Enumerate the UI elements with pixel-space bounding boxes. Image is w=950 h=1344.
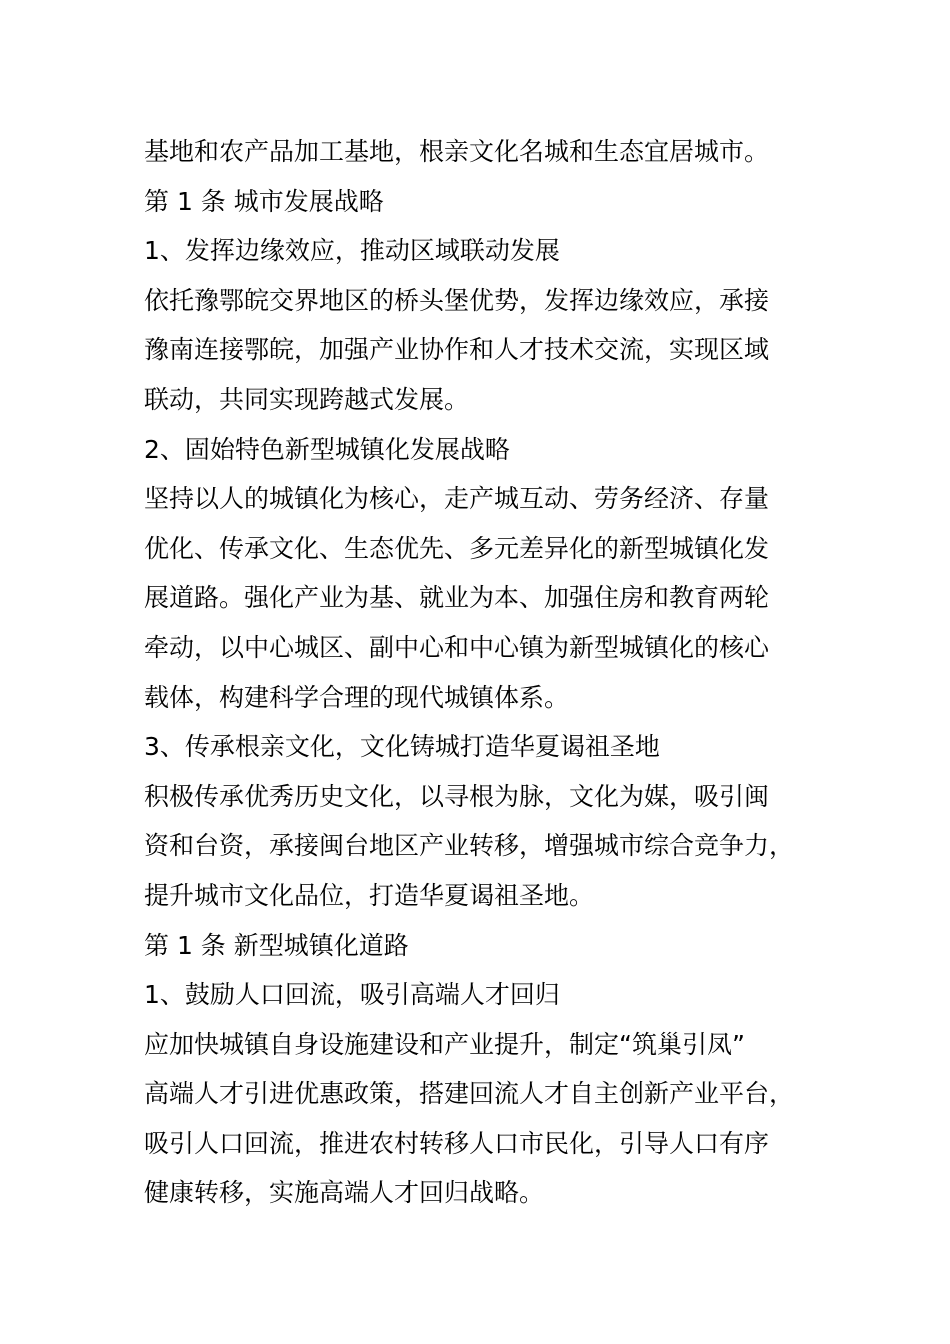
body-text-line: 依托豫鄂皖交界地区的桥头堡优势，发挥边缘效应，承接: [144, 285, 770, 315]
body-text-line: 豫南连接鄂皖，加强产业协作和人才技术交流，实现区域: [144, 335, 770, 365]
section-heading: 1、鼓励人口回流，吸引高端人才回归: [144, 980, 560, 1010]
section-heading: 3、传承根亲文化，文化铸城打造华夏谒祖圣地: [144, 732, 660, 762]
body-text-line: 牵动，以中心城区、副中心和中心镇为新型城镇化的核心: [144, 632, 770, 662]
body-text-line: 联动，共同实现跨越式发展。: [144, 384, 470, 414]
body-text-line: 高端人才引进优惠政策，搭建回流人才自主创新产业平台，: [144, 1079, 795, 1109]
body-text-line: 基地和农产品加工基地，根亲文化名城和生态宜居城市。: [144, 137, 770, 166]
body-text-line: 载体，构建科学合理的现代城镇体系。: [144, 682, 570, 712]
body-text-line: 提升城市文化品位，打造华夏谒祖圣地。: [144, 880, 595, 910]
body-text-line: 坚持以人的城镇化为核心，走产城互动、劳务经济、存量: [144, 484, 770, 514]
body-text-line: 应加快城镇自身设施建设和产业提升，制定“筑巢引凤”: [144, 1029, 745, 1059]
body-text-line: 吸引人口回流，推进农村转移人口市民化，引导人口有序: [144, 1128, 770, 1158]
section-heading: 1、发挥边缘效应，推动区域联动发展: [144, 236, 560, 266]
body-text-line: 展道路。强化产业为基、就业为本、加强住房和教育两轮: [144, 583, 770, 613]
document-body: [144, 127, 804, 1218]
article-heading: 第 1 条 城市发展战略: [144, 186, 384, 216]
body-text-line: 积极传承优秀历史文化，以寻根为脉，文化为媒，吸引闽: [144, 781, 770, 811]
section-heading: 2、固始特色新型城镇化发展战略: [144, 434, 510, 464]
body-text-line: 资和台资，承接闽台地区产业转移，增强城市综合竞争力，: [144, 831, 795, 861]
body-text-line: 优化、传承文化、生态优先、多元差异化的新型城镇化发: [144, 533, 770, 563]
body-text-line: 健康转移，实施高端人才回归战略。: [144, 1178, 545, 1208]
article-heading: 第 1 条 新型城镇化道路: [144, 930, 409, 960]
